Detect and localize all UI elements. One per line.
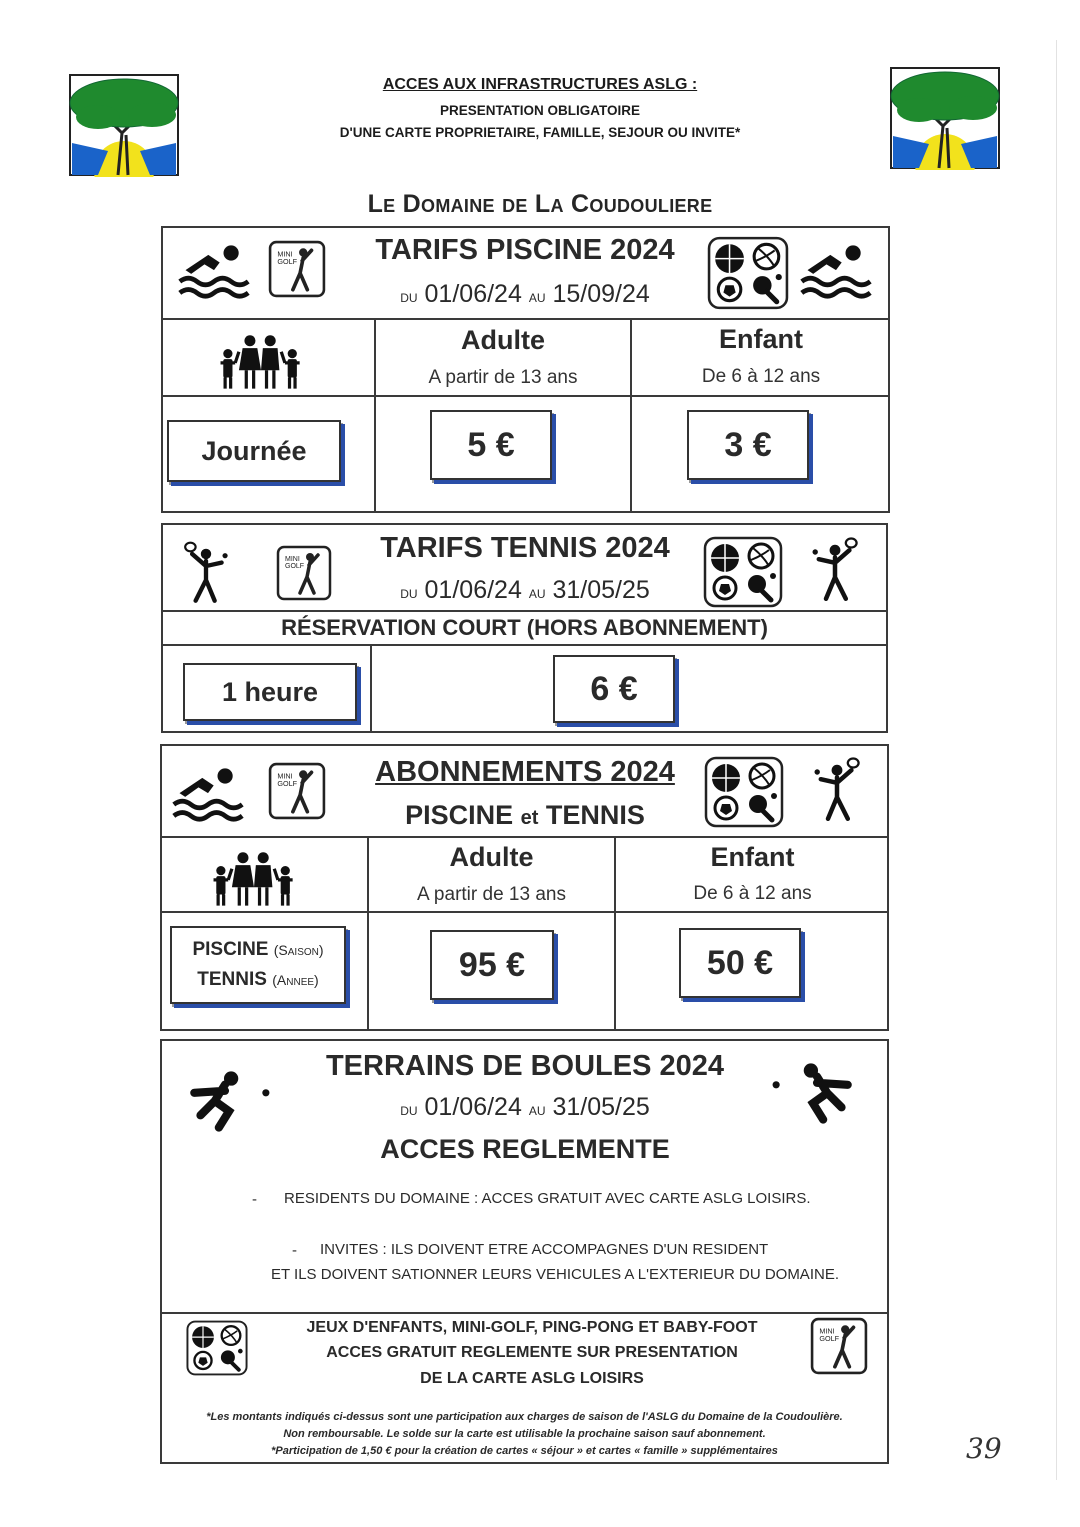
piscine-child-sub: De 6 à 12 ans (701, 366, 821, 387)
family-icon (208, 848, 300, 908)
header-line1: PRESENTATION OBLIGATOIRE (439, 103, 640, 118)
sport-balls-icon (704, 756, 784, 828)
abonnements-subtitle: PISCINE et TENNIS (405, 800, 645, 830)
abonnements-adult-sub: A partir de 13 ans (417, 884, 566, 905)
abonnements-row-label: PISCINE (Saison) TENNIS (Annee) (170, 926, 346, 1004)
boules-rule-dash: - (292, 1242, 297, 1259)
piscine-adult-sub: A partir de 13 ans (428, 367, 578, 388)
sport-balls-icon (176, 1320, 258, 1376)
boules-access: ACCES REGLEMENTE (380, 1134, 670, 1164)
jeux-line3: DE LA CARTE ASLG LOISIRS (420, 1370, 644, 1387)
abonnements-child-sub: De 6 à 12 ans (693, 883, 812, 904)
boules-rule-invites: INVITES : ILS DOIVENT ETRE ACCOMPAGNES D'UN RESIDENT (320, 1241, 769, 1258)
piscine-child-price: 3 € (687, 410, 809, 480)
boules-title: TERRAINS DE BOULES 2024 (325, 1050, 725, 1082)
boules-rule-residents: RESIDENTS DU DOMAINE : ACCES GRATUIT AVEC CARTE ASLG LOISIRS. (284, 1190, 811, 1207)
page-edge-line (1056, 40, 1057, 1480)
minigolf-icon (810, 1317, 868, 1375)
tennis-title: TARIFS TENNIS 2024 (380, 532, 670, 564)
piscine-dates: du 01/06/24 au 15/09/24 (400, 280, 650, 308)
petanque-player-icon (770, 1062, 862, 1124)
boules-rule-dash: - (252, 1191, 257, 1208)
swimmer-icon (176, 240, 252, 304)
boules-rule-vehicules: ET ILS DOIVENT SATIONNER LEURS VEHICULES A L'EXTERIEUR DU DOMAINE. (270, 1266, 839, 1283)
page-number: 39 (966, 1432, 1002, 1465)
tennis-player-icon (180, 538, 232, 608)
swimmer-icon (170, 762, 246, 828)
abonnements-child-label: Enfant (710, 842, 795, 872)
abonnements-child-price: 50 € (679, 928, 801, 998)
jeux-line2: ACCES GRATUIT REGLEMENTE SUR PRESENTATION (326, 1344, 738, 1361)
abonnements-adult-price: 95 € (430, 930, 554, 1000)
sport-balls-icon (703, 536, 783, 608)
header-title: ACCES AUX INFRASTRUCTURES ASLG : (382, 76, 698, 93)
piscine-child-label: Enfant (719, 324, 803, 354)
piscine-row-label: Journée (167, 420, 341, 482)
tennis-row-label: 1 heure (183, 663, 357, 721)
piscine-title: TARIFS PISCINE 2024 (375, 234, 675, 266)
footnote-1: *Les montants indiqués ci-dessus sont une participation aux charges de saison de l'ASLG du Domaine de la Coudoulière. (206, 1411, 843, 1423)
boules-dates: du 01/06/24 au 31/05/25 (400, 1093, 650, 1121)
swimmer-icon (798, 240, 874, 304)
header-line2: D'UNE CARTE PROPRIETAIRE, FAMILLE, SEJOUR OU INVITE* (339, 125, 741, 140)
minigolf-icon (268, 762, 326, 820)
tennis-price: 6 € (553, 655, 675, 723)
abonnements-title: ABONNEMENTS 2024 (375, 756, 675, 788)
jeux-line1: JEUX D'ENFANTS, MINI-GOLF, PING-PONG ET BABY-FOOT (306, 1319, 758, 1336)
family-icon (215, 330, 307, 392)
piscine-adult-label: Adulte (461, 325, 545, 355)
aslg-logo-left (68, 73, 180, 177)
piscine-adult-price: 5 € (430, 410, 552, 480)
aslg-logo-right (888, 66, 1002, 170)
footnote-2: Non remboursable. Le solde sur la carte est utilisable la prochaine saison sauf abonnement. (283, 1428, 766, 1440)
minigolf-icon (268, 240, 326, 298)
footnote-3: *Participation de 1,50 € pour la création de cartes « séjour » et cartes « famille » supplémentaires (271, 1445, 778, 1457)
tennis-subtitle: RÉSERVATION COURT (HORS ABONNEMENT) (281, 615, 768, 640)
abonnements-adult-label: Adulte (449, 842, 534, 872)
tennis-player-icon (808, 534, 862, 606)
tennis-dates: du 01/06/24 au 31/05/25 (400, 576, 650, 604)
petanque-player-icon (180, 1070, 272, 1132)
sport-balls-icon (707, 236, 789, 310)
tennis-player-icon (810, 754, 864, 826)
minigolf-icon (276, 545, 332, 601)
domain-title: Le Domaine de La Coudouliere (367, 190, 713, 218)
